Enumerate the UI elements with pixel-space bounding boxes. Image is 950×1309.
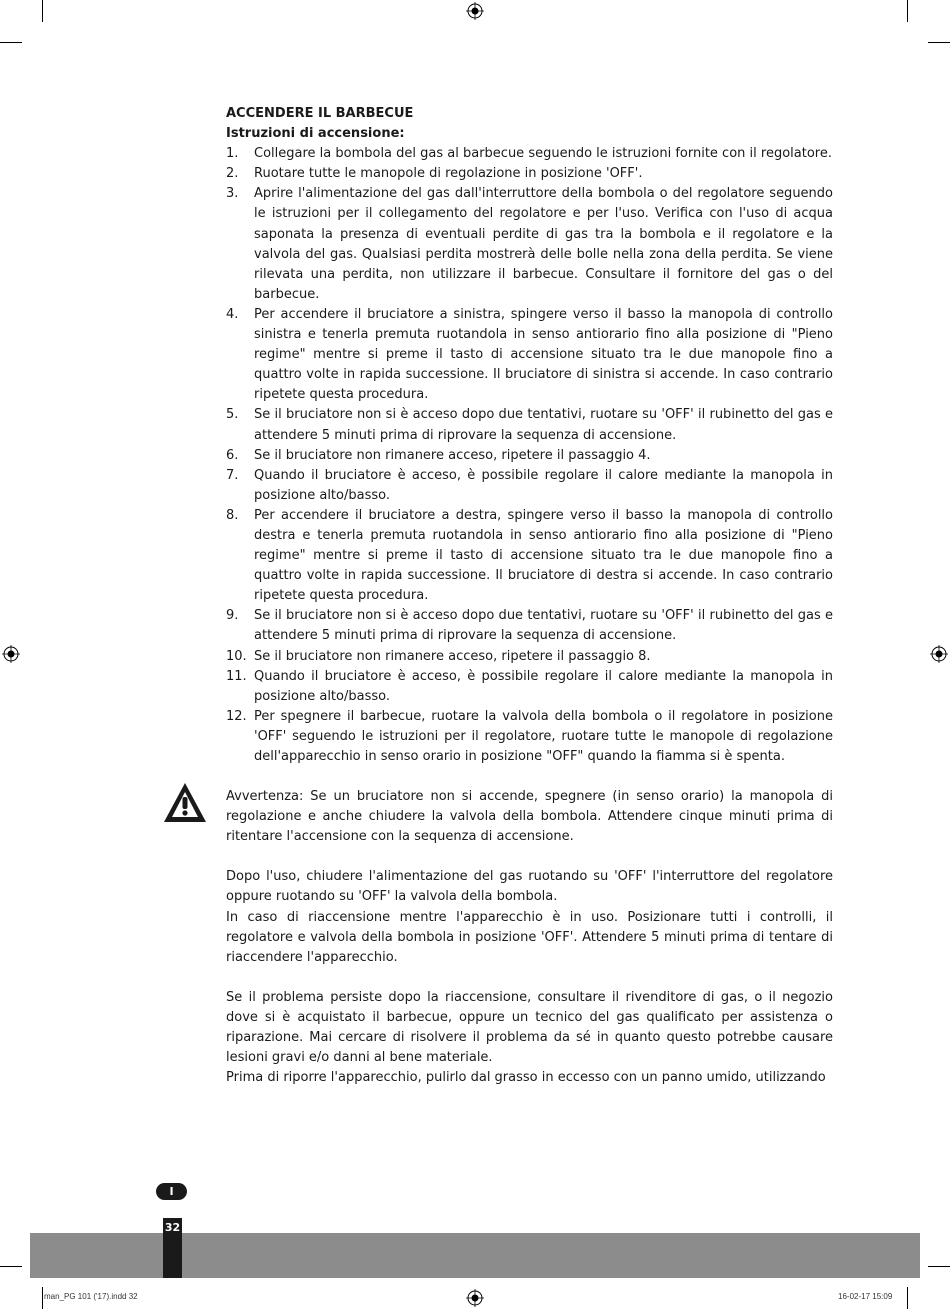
warning-text: Avvertenza: Se un bruciatore non si accende, spegnere (in senso orario) la manopola di regolazione e anche chiudere la valvola della bombola. Attendere cinque minuti prima di ritentare l'accensione con la sequenza di accensione. — [226, 789, 833, 845]
section-heading: ACCENDERE IL BARBECUE — [226, 106, 414, 121]
slug-date: 16-02-17 15:09 — [838, 1292, 893, 1301]
paragraph: Se il problema persiste dopo la riaccensione, consultare il rivenditore di gas, o il negozio dove si è acquistato il barbecue, oppure un tecnico del gas qualificato per assistenza o riparazione. Mai cercare di risolvere il problema da sé in quanto questo potrebbe causare lesioni gravi e/o danni al bene materiale. — [226, 989, 833, 1066]
page-content — [226, 104, 833, 1088]
list-item — [226, 707, 833, 767]
instruction-list — [226, 144, 833, 767]
list-item — [226, 144, 833, 164]
warning-icon — [162, 781, 208, 825]
step-number: 4. — [226, 306, 239, 322]
section-subheading: Istruzioni di accensione: — [226, 126, 405, 142]
paragraph: Dopo l'uso, chiudere l'alimentazione del gas ruotando su 'OFF' l'interruttore del regolatore oppure ruotando su 'OFF' la valvola della bombola. — [226, 869, 833, 905]
paragraph: Prima di riporre l'apparecchio, pulirlo dal grasso in eccesso con un panno umido, utilizzando — [226, 1070, 826, 1086]
crop-mark — [928, 42, 950, 43]
list-item — [226, 184, 833, 305]
step-text: Per spegnere il barbecue, ruotare la valvola della bombola o il regolatore in posizione 'OFF' seguendo le istruzioni per il regolatore, ruotare tutte le manopole di regolazione dell'apparecchio in senso orario in posizione "OFF" quando la fiamma si è spenta. — [254, 708, 833, 764]
list-item — [226, 446, 833, 466]
crop-mark — [928, 1266, 950, 1267]
language-badge: I — [156, 1183, 187, 1200]
step-number: 7. — [226, 467, 239, 483]
step-number: 6. — [226, 447, 239, 463]
slug-file: man_PG 101 ('17).indd 32 — [44, 1292, 138, 1301]
step-number: 2. — [226, 166, 239, 182]
warning-block — [226, 787, 833, 847]
step-text: Collegare la bombola del gas al barbecue seguendo le istruzioni fornite con il regolatore. — [254, 146, 832, 162]
step-number: 9. — [226, 608, 239, 624]
step-text: Quando il bruciatore è acceso, è possibile regolare il calore mediante la manopola in posizione alto/basso. — [254, 668, 833, 704]
step-number: 12. — [226, 708, 247, 724]
crop-mark — [42, 0, 43, 22]
list-item — [226, 647, 833, 667]
crop-mark — [0, 1266, 22, 1267]
registration-mark-icon — [2, 645, 20, 663]
registration-mark-icon — [466, 2, 484, 20]
step-number: 1. — [226, 146, 239, 162]
step-text: Se il bruciatore non si è acceso dopo due tentativi, ruotare su 'OFF' il rubinetto del gas e attendere 5 minuti prima di riprovare la sequenza di accensione. — [254, 407, 833, 443]
list-item — [226, 405, 833, 445]
page-number: 32 — [163, 1218, 182, 1278]
step-text: Ruotare tutte le manopole di regolazione in posizione 'OFF'. — [254, 166, 643, 182]
step-number: 3. — [226, 186, 239, 202]
step-number: 5. — [226, 407, 239, 423]
crop-mark — [907, 1287, 908, 1309]
crop-mark — [907, 0, 908, 22]
step-text: Quando il bruciatore è acceso, è possibile regolare il calore mediante la manopola in posizione alto/basso. — [254, 467, 833, 503]
list-item — [226, 164, 833, 184]
paragraph: In caso di riaccensione mentre l'apparecchio è in uso. Posizionare tutti i controlli, il regolatore e valvola della bombola in posizione 'OFF'. Attendere 5 minuti prima di tentare di riaccendere l'apparecchio. — [226, 909, 833, 965]
list-item — [226, 506, 833, 606]
step-text: Aprire l'alimentazione del gas dall'interruttore della bombola o del regolatore seguendo le istruzioni per il collegamento del regolatore e per l'uso. Verifica con l'uso di acqua saponata la presenza di eventuali perdite di gas tra la bombola e il regolatore e la valvola del gas. Qualsiasi perdita mostrerà delle bolle nella zona della perdita. Se viene rilevata una perdita, non utilizzare il barbecue. Consultare il fornitore del gas o del barbecue. — [254, 186, 833, 302]
registration-mark-icon — [466, 1289, 484, 1307]
step-number: 8. — [226, 507, 239, 523]
list-item — [226, 667, 833, 707]
step-text: Se il bruciatore non rimanere acceso, ripetere il passaggio 8. — [254, 648, 651, 664]
list-item — [226, 305, 833, 405]
step-text: Se il bruciatore non rimanere acceso, ripetere il passaggio 4. — [254, 447, 651, 463]
registration-mark-icon — [930, 645, 948, 663]
list-item — [226, 466, 833, 506]
step-number: 10. — [226, 648, 247, 664]
step-text: Per accendere il bruciatore a sinistra, spingere verso il basso la manopola di controllo sinistra e tenerla premuta ruotandola in senso antiorario fino alla posizione di "Pieno regime" mentre si preme il tasto di accensione situato tra le due manopole fino a quattro volte in rapida successione. Il bruciatore di sinistra si accende. In caso contrario ripetete questa procedura. — [254, 306, 833, 403]
crop-mark — [42, 1287, 43, 1309]
step-number: 11. — [226, 668, 247, 684]
step-text: Per accendere il bruciatore a destra, spingere verso il basso la manopola di controllo destra e tenerla premuta ruotandola in senso antiorario fino alla posizione di "Pieno regime" mentre si preme il tasto di accensione situato tra le due manopole fino a quattro volte in rapida successione. Il bruciatore di destra si accende. In caso contrario ripetete questa procedura. — [254, 507, 833, 604]
list-item — [226, 606, 833, 646]
crop-mark — [0, 42, 22, 43]
step-text: Se il bruciatore non si è acceso dopo due tentativi, ruotare su 'OFF' il rubinetto del gas e attendere 5 minuti prima di riprovare la sequenza di accensione. — [254, 608, 833, 644]
